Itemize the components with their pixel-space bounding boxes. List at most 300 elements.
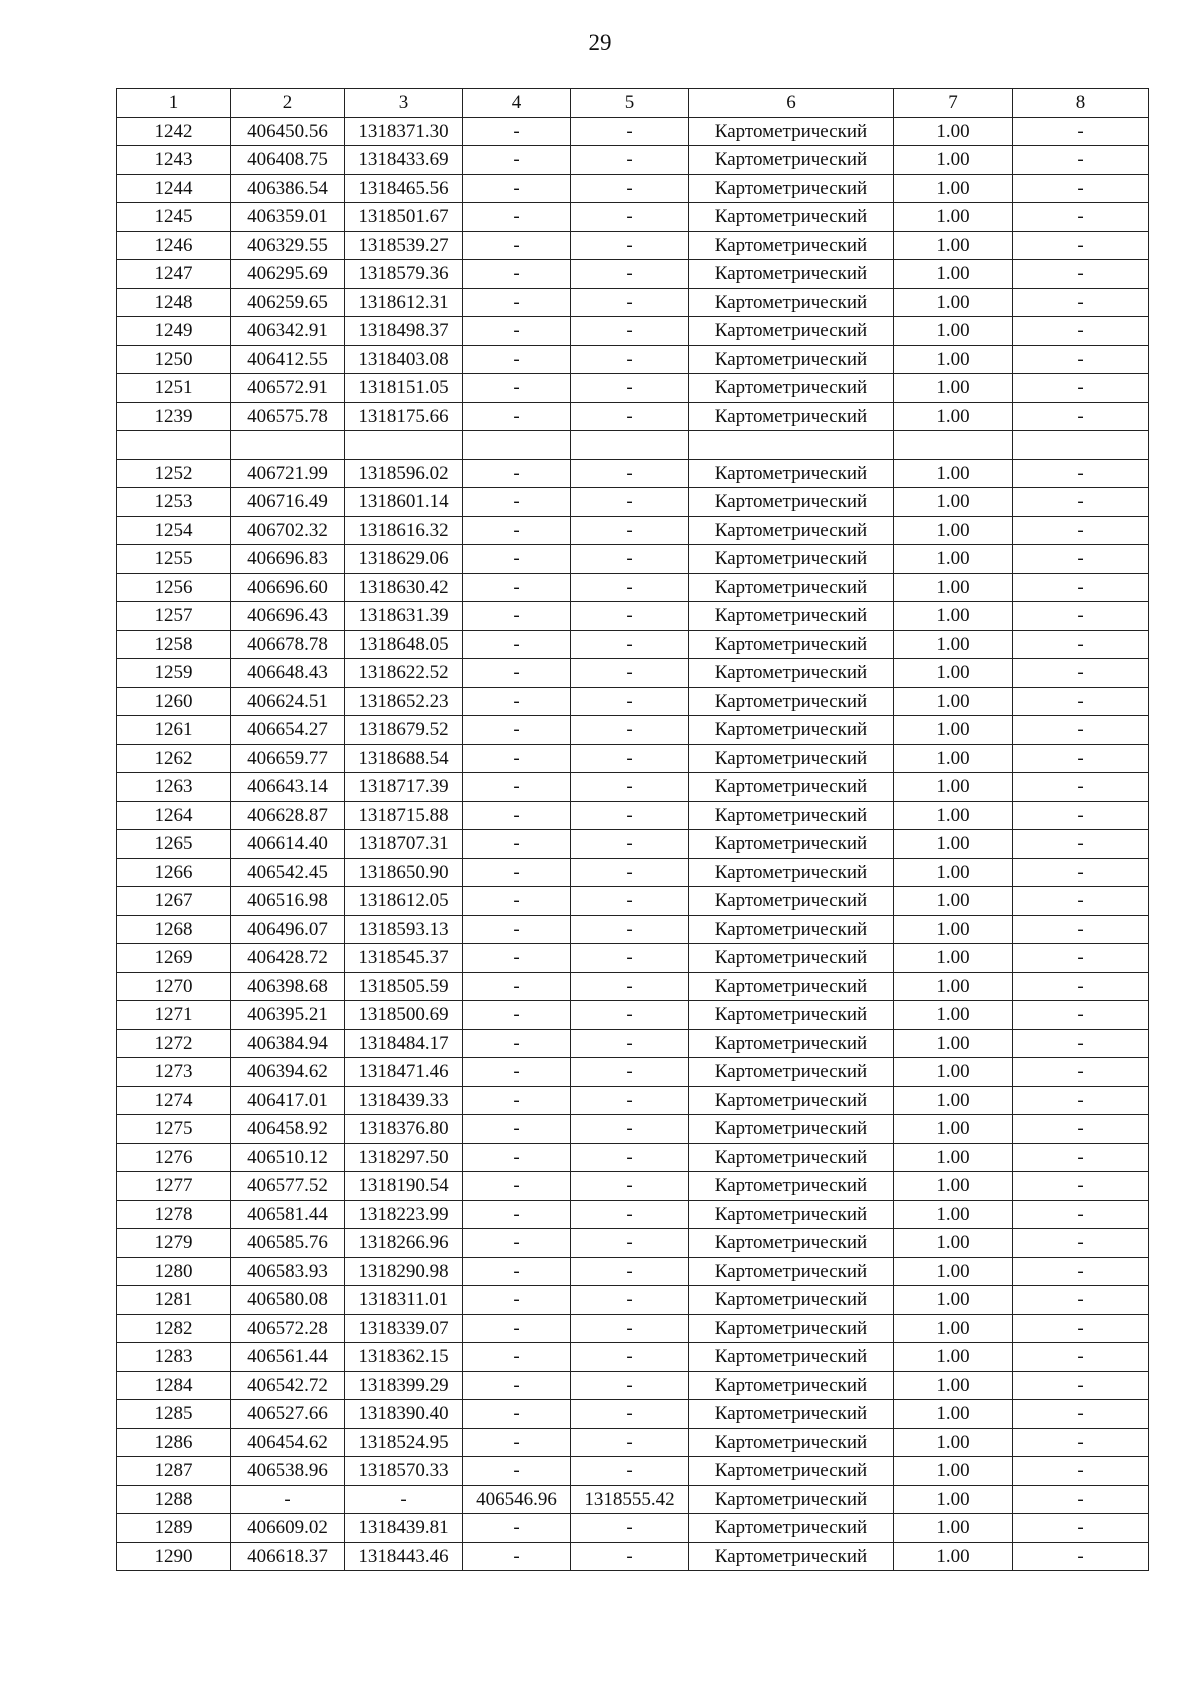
table-cell: - — [463, 488, 571, 517]
table-row — [117, 1457, 1149, 1486]
table-cell: 1318175.66 — [345, 402, 463, 431]
table-cell: - — [463, 659, 571, 688]
table-cell: - — [463, 345, 571, 374]
table-cell: 406496.07 — [231, 915, 345, 944]
table-cell: 1318545.37 — [345, 944, 463, 973]
table-cell: - — [1013, 1400, 1149, 1429]
table-cell: 406585.76 — [231, 1229, 345, 1258]
table-row — [117, 1542, 1149, 1571]
table-cell: 406516.98 — [231, 887, 345, 916]
table-cell: 1271 — [117, 1001, 231, 1030]
table-cell: 1.00 — [894, 801, 1013, 830]
table-cell: 1.00 — [894, 174, 1013, 203]
table-cell: 406678.78 — [231, 630, 345, 659]
table-cell: - — [1013, 1542, 1149, 1571]
table-cell: - — [1013, 573, 1149, 602]
table-row — [117, 174, 1149, 203]
table-cell: Картометрический — [689, 459, 894, 488]
table-cell: 406386.54 — [231, 174, 345, 203]
table-cell: - — [571, 630, 689, 659]
table-cell: 1.00 — [894, 288, 1013, 317]
table-cell: - — [571, 1286, 689, 1315]
table-cell: 1280 — [117, 1257, 231, 1286]
table-cell: - — [571, 1314, 689, 1343]
table-cell: 1318579.36 — [345, 260, 463, 289]
table-row — [117, 516, 1149, 545]
coordinates-table — [116, 88, 1149, 1571]
table-cell: 1242 — [117, 117, 231, 146]
table-cell: - — [463, 573, 571, 602]
table-cell: 1318593.13 — [345, 915, 463, 944]
table-cell: 1318717.39 — [345, 773, 463, 802]
table-cell: Картометрический — [689, 1371, 894, 1400]
table-row — [117, 687, 1149, 716]
table-cell: - — [1013, 1143, 1149, 1172]
table-cell: - — [463, 317, 571, 346]
table-cell: - — [463, 1143, 571, 1172]
table-cell: - — [1013, 146, 1149, 175]
table-cell: 406648.43 — [231, 659, 345, 688]
table-cell: 406527.66 — [231, 1400, 345, 1429]
table-cell: - — [571, 516, 689, 545]
table-cell: 406609.02 — [231, 1514, 345, 1543]
table-cell: - — [463, 1314, 571, 1343]
table-cell: - — [1013, 1257, 1149, 1286]
table-cell: 406542.45 — [231, 858, 345, 887]
table-cell: 406398.68 — [231, 972, 345, 1001]
table-row — [117, 716, 1149, 745]
table-row — [117, 1314, 1149, 1343]
table-row — [117, 744, 1149, 773]
table-cell: - — [571, 972, 689, 1001]
table-cell: - — [1013, 459, 1149, 488]
table-cell: 1.00 — [894, 1001, 1013, 1030]
table-cell: 1318266.96 — [345, 1229, 463, 1258]
table-cell: 406572.91 — [231, 374, 345, 403]
table-cell: 1.00 — [894, 744, 1013, 773]
table-cell: - — [463, 1001, 571, 1030]
table-cell — [463, 431, 571, 460]
table-cell: 1.00 — [894, 915, 1013, 944]
table-cell: 406702.32 — [231, 516, 345, 545]
table-row — [117, 630, 1149, 659]
table-row — [117, 317, 1149, 346]
table-cell — [117, 431, 231, 460]
table-cell: 406583.93 — [231, 1257, 345, 1286]
table-cell: 1.00 — [894, 1371, 1013, 1400]
table-cell: Картометрический — [689, 1115, 894, 1144]
table-cell: - — [463, 374, 571, 403]
table-cell: 1318616.32 — [345, 516, 463, 545]
table-cell: - — [571, 858, 689, 887]
table-cell: - — [463, 972, 571, 1001]
header-cell: 1 — [117, 89, 231, 118]
table-cell: 1276 — [117, 1143, 231, 1172]
table-row — [117, 431, 1149, 460]
table-cell: - — [571, 687, 689, 716]
table-cell: - — [463, 1371, 571, 1400]
table-header-row — [117, 89, 1149, 118]
table-cell: - — [1013, 1514, 1149, 1543]
table-cell: 1318505.59 — [345, 972, 463, 1001]
table-row — [117, 1428, 1149, 1457]
table-row — [117, 887, 1149, 916]
table-cell: 406654.27 — [231, 716, 345, 745]
table-row — [117, 203, 1149, 232]
table-cell: - — [463, 1286, 571, 1315]
table-cell: - — [463, 602, 571, 631]
table-row — [117, 858, 1149, 887]
table-cell: 406458.92 — [231, 1115, 345, 1144]
table-cell: 1318629.06 — [345, 545, 463, 574]
table-row — [117, 773, 1149, 802]
table-cell: Картометрический — [689, 1542, 894, 1571]
table-cell: - — [463, 887, 571, 916]
table-cell: 1318403.08 — [345, 345, 463, 374]
table-cell: 1243 — [117, 146, 231, 175]
table-cell: - — [463, 402, 571, 431]
table-cell: 406721.99 — [231, 459, 345, 488]
table-cell: Картометрический — [689, 630, 894, 659]
table-cell: 1.00 — [894, 1314, 1013, 1343]
table-cell: Картометрический — [689, 573, 894, 602]
table-cell: 1318707.31 — [345, 830, 463, 859]
table-cell: 406696.83 — [231, 545, 345, 574]
table-cell: - — [571, 1514, 689, 1543]
table-cell: - — [571, 1058, 689, 1087]
table-cell: 1.00 — [894, 545, 1013, 574]
table-cell: 1247 — [117, 260, 231, 289]
table-cell: 1.00 — [894, 1229, 1013, 1258]
table-cell: - — [463, 516, 571, 545]
table-cell: - — [571, 887, 689, 916]
table-cell: - — [1013, 716, 1149, 745]
table-cell: Картометрический — [689, 1485, 894, 1514]
table-cell: 1.00 — [894, 1428, 1013, 1457]
table-cell: 1268 — [117, 915, 231, 944]
table-cell: - — [463, 146, 571, 175]
table-cell: 1.00 — [894, 773, 1013, 802]
table-cell: 1.00 — [894, 117, 1013, 146]
table-cell: 1.00 — [894, 830, 1013, 859]
table-cell: 1283 — [117, 1343, 231, 1372]
table-cell: 1318688.54 — [345, 744, 463, 773]
table-cell: Картометрический — [689, 1086, 894, 1115]
table-cell: 1269 — [117, 944, 231, 973]
table-cell: - — [1013, 773, 1149, 802]
table-cell: - — [463, 1058, 571, 1087]
table-cell: Картометрический — [689, 659, 894, 688]
table-cell: 1318465.56 — [345, 174, 463, 203]
table-cell — [345, 431, 463, 460]
table-cell: - — [463, 1257, 571, 1286]
table-cell: 1256 — [117, 573, 231, 602]
table-cell: - — [1013, 1001, 1149, 1030]
table-cell: 406581.44 — [231, 1200, 345, 1229]
table-cell: 1259 — [117, 659, 231, 688]
table-cell: - — [463, 459, 571, 488]
table-cell: 1318371.30 — [345, 117, 463, 146]
table-cell: - — [1013, 1229, 1149, 1258]
table-cell: 1284 — [117, 1371, 231, 1400]
table-cell: 1.00 — [894, 630, 1013, 659]
table-cell: 406359.01 — [231, 203, 345, 232]
table-cell: 1261 — [117, 716, 231, 745]
table-cell: Картометрический — [689, 374, 894, 403]
table-cell: - — [1013, 1086, 1149, 1115]
table-cell: - — [1013, 887, 1149, 916]
table-cell: - — [1013, 260, 1149, 289]
table-cell: Картометрический — [689, 858, 894, 887]
table-cell: 1264 — [117, 801, 231, 830]
table-cell — [894, 431, 1013, 460]
table-cell: 1318570.33 — [345, 1457, 463, 1486]
table-cell: Картометрический — [689, 773, 894, 802]
table-cell: 1.00 — [894, 1058, 1013, 1087]
table-cell: Картометрический — [689, 203, 894, 232]
table-cell: 1318539.27 — [345, 231, 463, 260]
table-cell: 1288 — [117, 1485, 231, 1514]
table-cell: - — [571, 744, 689, 773]
table-cell: - — [463, 231, 571, 260]
table-cell: 1.00 — [894, 459, 1013, 488]
table-row — [117, 1371, 1149, 1400]
table-row — [117, 1115, 1149, 1144]
table-cell: 1258 — [117, 630, 231, 659]
table-cell: Картометрический — [689, 1286, 894, 1315]
table-cell: 1318679.52 — [345, 716, 463, 745]
table-cell: Картометрический — [689, 716, 894, 745]
table-cell: 1.00 — [894, 602, 1013, 631]
table-cell: - — [571, 374, 689, 403]
table-cell: 1.00 — [894, 1029, 1013, 1058]
table-cell: 1318433.69 — [345, 146, 463, 175]
table-cell: 406395.21 — [231, 1001, 345, 1030]
page-number: 29 — [588, 30, 612, 55]
table-cell: 1286 — [117, 1428, 231, 1457]
table-cell: 1318362.15 — [345, 1343, 463, 1372]
table-cell: 1.00 — [894, 516, 1013, 545]
table-cell: Картометрический — [689, 516, 894, 545]
table-cell: - — [1013, 1485, 1149, 1514]
table-cell: - — [463, 260, 571, 289]
table-cell: 1318471.46 — [345, 1058, 463, 1087]
table-cell: 1257 — [117, 602, 231, 631]
table-cell: 406696.43 — [231, 602, 345, 631]
table-cell: Картометрический — [689, 117, 894, 146]
table-cell: - — [1013, 288, 1149, 317]
table-row — [117, 1143, 1149, 1172]
table-cell: 1318339.07 — [345, 1314, 463, 1343]
table-cell: - — [1013, 687, 1149, 716]
table-cell: 1318650.90 — [345, 858, 463, 887]
table-cell: - — [571, 1257, 689, 1286]
table-cell: 406384.94 — [231, 1029, 345, 1058]
table-row — [117, 288, 1149, 317]
table-cell: 1239 — [117, 402, 231, 431]
table-cell: Картометрический — [689, 915, 894, 944]
table-cell: - — [571, 1001, 689, 1030]
header-cell: 5 — [571, 89, 689, 118]
table-cell: 1252 — [117, 459, 231, 488]
table-cell: 1.00 — [894, 1514, 1013, 1543]
table-cell: - — [1013, 944, 1149, 973]
table-row — [117, 374, 1149, 403]
table-cell: - — [463, 1115, 571, 1144]
table-cell: 1267 — [117, 887, 231, 916]
table-cell: 1.00 — [894, 1542, 1013, 1571]
table-cell: 406412.55 — [231, 345, 345, 374]
table-row — [117, 972, 1149, 1001]
table-cell: - — [463, 630, 571, 659]
table-cell: - — [1013, 374, 1149, 403]
table-cell: 1290 — [117, 1542, 231, 1571]
table-cell: - — [571, 1371, 689, 1400]
table-cell: 406577.52 — [231, 1172, 345, 1201]
table-cell: - — [463, 1400, 571, 1429]
table-cell: 1.00 — [894, 1143, 1013, 1172]
table-cell: - — [1013, 516, 1149, 545]
table-cell: 1.00 — [894, 1172, 1013, 1201]
table-cell: Картометрический — [689, 1400, 894, 1429]
table-cell: 1318630.42 — [345, 573, 463, 602]
table-cell: 1.00 — [894, 972, 1013, 1001]
table-body — [117, 117, 1149, 1571]
table-cell: 406572.28 — [231, 1314, 345, 1343]
table-row — [117, 488, 1149, 517]
table-cell: 406575.78 — [231, 402, 345, 431]
table-cell: - — [571, 573, 689, 602]
table-cell: - — [1013, 1029, 1149, 1058]
table-cell: - — [1013, 858, 1149, 887]
table-cell: 406618.37 — [231, 1542, 345, 1571]
table-cell: - — [571, 1086, 689, 1115]
table-cell: 406329.55 — [231, 231, 345, 260]
table-cell — [571, 431, 689, 460]
table-cell: 1318648.05 — [345, 630, 463, 659]
table-row — [117, 1514, 1149, 1543]
table-cell: 1.00 — [894, 1286, 1013, 1315]
table-cell: - — [1013, 1115, 1149, 1144]
table-cell: Картометрический — [689, 944, 894, 973]
table-cell: 1318622.52 — [345, 659, 463, 688]
table-cell — [231, 431, 345, 460]
table-cell: 406659.77 — [231, 744, 345, 773]
header-cell: 4 — [463, 89, 571, 118]
table-row — [117, 146, 1149, 175]
table-cell: Картометрический — [689, 1029, 894, 1058]
table-cell: Картометрический — [689, 1058, 894, 1087]
table-row — [117, 1229, 1149, 1258]
table-cell: - — [1013, 1343, 1149, 1372]
table-cell: - — [571, 1029, 689, 1058]
table-cell: - — [571, 146, 689, 175]
table-cell: 1318439.33 — [345, 1086, 463, 1115]
table-cell: - — [463, 1229, 571, 1258]
table-row — [117, 801, 1149, 830]
table-cell: 1272 — [117, 1029, 231, 1058]
table-cell: Картометрический — [689, 1514, 894, 1543]
table-cell: 406542.72 — [231, 1371, 345, 1400]
table-cell: Картометрический — [689, 1257, 894, 1286]
table-cell: - — [1013, 830, 1149, 859]
table-cell: Картометрический — [689, 1143, 894, 1172]
table-cell: 1274 — [117, 1086, 231, 1115]
table-cell: 406454.62 — [231, 1428, 345, 1457]
table-cell: 1260 — [117, 687, 231, 716]
table-cell: - — [1013, 1371, 1149, 1400]
table-cell: - — [1013, 317, 1149, 346]
table-cell: Картометрический — [689, 801, 894, 830]
table-row — [117, 1172, 1149, 1201]
table-cell: - — [463, 117, 571, 146]
table-cell: - — [1013, 1314, 1149, 1343]
table-row — [117, 260, 1149, 289]
table-cell: - — [571, 602, 689, 631]
table-cell: - — [571, 915, 689, 944]
table-cell: 406643.14 — [231, 773, 345, 802]
table-cell: Картометрический — [689, 744, 894, 773]
table-cell: 1277 — [117, 1172, 231, 1201]
table-cell: 1285 — [117, 1400, 231, 1429]
table-row — [117, 573, 1149, 602]
table-cell: 406295.69 — [231, 260, 345, 289]
table-cell: - — [1013, 231, 1149, 260]
table-cell: - — [571, 716, 689, 745]
table-cell: 1270 — [117, 972, 231, 1001]
table-cell: - — [571, 1172, 689, 1201]
table-cell: - — [571, 174, 689, 203]
table-cell: - — [463, 830, 571, 859]
table-cell: - — [571, 1428, 689, 1457]
table-cell: 1.00 — [894, 402, 1013, 431]
table-cell: Картометрический — [689, 1314, 894, 1343]
table-cell: 1262 — [117, 744, 231, 773]
table-row — [117, 345, 1149, 374]
table-cell: 1.00 — [894, 488, 1013, 517]
table-cell: 1318612.05 — [345, 887, 463, 916]
table-cell: - — [1013, 345, 1149, 374]
table-cell: - — [463, 174, 571, 203]
table-row — [117, 1286, 1149, 1315]
table-cell: 1.00 — [894, 374, 1013, 403]
table-cell: - — [571, 1457, 689, 1486]
table-cell: - — [463, 1029, 571, 1058]
table-cell: 1318555.42 — [571, 1485, 689, 1514]
table-cell: - — [571, 117, 689, 146]
table-cell: 1.00 — [894, 944, 1013, 973]
table-cell: 1248 — [117, 288, 231, 317]
table-row — [117, 1001, 1149, 1030]
table-cell: - — [571, 944, 689, 973]
table-cell: - — [463, 1086, 571, 1115]
table-cell: Картометрический — [689, 402, 894, 431]
table-cell: 1246 — [117, 231, 231, 260]
table-cell: 1.00 — [894, 1400, 1013, 1429]
table-row — [117, 402, 1149, 431]
table-cell: - — [571, 1400, 689, 1429]
table-cell: - — [571, 830, 689, 859]
table-cell: - — [571, 402, 689, 431]
table-cell: - — [1013, 402, 1149, 431]
table-cell: Картометрический — [689, 146, 894, 175]
table-cell: - — [1013, 1058, 1149, 1087]
table-cell: - — [1013, 488, 1149, 517]
table-cell: Картометрический — [689, 345, 894, 374]
table-cell: 1318612.31 — [345, 288, 463, 317]
table-cell: 1253 — [117, 488, 231, 517]
table-cell: 1318596.02 — [345, 459, 463, 488]
